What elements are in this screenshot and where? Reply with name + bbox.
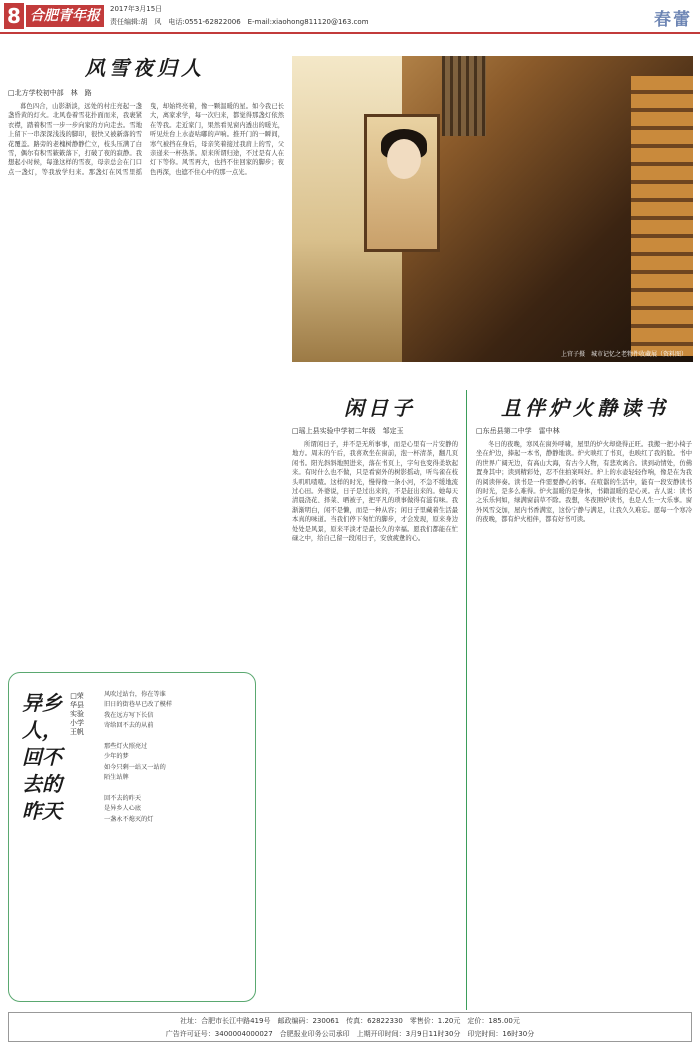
page-number: 8 [4,3,24,29]
article-title: 闲日子 [344,396,416,420]
newspaper-logo: 合肥青年报 [26,5,104,27]
section-name: 春蕾 [654,10,692,30]
poem-title: 异乡人，回不去的昨天 [22,691,62,823]
photo-scroll-stack [631,76,693,356]
column-divider [466,390,467,1010]
feature-photo [292,56,693,362]
issue-date: 2017年3月15日 [110,5,163,13]
page-header [0,0,700,34]
article-body: 所谓闲日子，并不是无所事事，而是心里有一片安静的地方。周末的午后，我喜欢坐在窗前，泡一杯清茶，翻几页闲书。阳光斜斜地照进来，落在书页上，字句也变得柔软起来。有时什么也不做，只是看窗外的树影摇动，听鸟雀在枝头叽叽喳喳。这样的时光，慢得像一条小河，不急不缓地流过心田。外婆说，日子是过出来的，不是赶出来的。她每天清晨浇花、择菜、晒被子，把平凡的琐事做得有滋有味。我渐渐明白，闲不是懒，而是一种从容；闲日子里藏着生活最本真的味道。当我们停下匆忙的脚步，才会发现，原来身边处处是风景，原来平淡才是最长久的幸福。愿我们都能在忙碌之中，给自己留一段闲日子，安放疲惫的心。 [292,441,458,543]
article-body: 暮色四合，山影渐淡，远处的村庄亮起一盏盏昏黄的灯火。北风卷着雪花扑面而来，我裹紧衣襟，踏着积雪一步一步向家的方向走去。雪地上留下一串深深浅浅的脚印，很快又被新落的雪花覆盖。路旁的老槐树静静伫立，枝头压满了白雪，偶尔有积雪簌簌落下，打破了夜的寂静。我想起小时候，每逢这样的雪夜，母亲总会在门口点一盏灯，等我放学归来。那盏灯在风雪里摇曳，却始终亮着，像一颗温暖的星。如今我已长大，离家求学，每一次归来，都觉得那盏灯依然在等我。走近家门，果然看见窗内透出的暖光，听见灶台上水壶咕嘟的声响。推开门的一瞬间，寒气被挡在身后，母亲笑着接过我肩上的雪，父亲递来一杯热茶。原来所谓归途，不过是有人在灯下等你。风雪再大，也挡不住回家的脚步；夜色再深，也遮不住心中的那一点光。 [8,103,284,176]
article-byline: □瑶上县实验中学初二年级 邹定玉 [292,427,404,435]
editor-contact: 责任编辑:胡 风 电话:0551-62822006 E-mail:xiaohong811120@163.com [110,18,369,26]
article-body: 冬日的夜晚，寒风在窗外呼啸，屋里的炉火却烧得正旺。我搬一把小椅子坐在炉边，捧起一本书，静静地读。炉火映红了书页，也映红了我的脸。书中的世界广阔无边，有高山大海，有古今人物，有悲欢离合。读到动情处，仿佛置身其中；读到精彩处，忍不住拍案叫好。炉上的水壶轻轻作响，像是在为我的阅读伴奏。读书是一件需要静心的事。在喧嚣的生活中，能有一段安静读书的时光，是多么难得。炉火温暖的是身体，书籍温暖的是心灵。古人说：读书之乐乐何如，绿满窗前草不除。我想，冬夜围炉读书，也是人生一大乐事。窗外风雪交加，屋内书香满室，这份宁静与满足，让我久久难忘。愿每一个寒冷的夜晚，都有炉火相伴，都有好书可读。 [476,441,692,524]
portrait-face [387,139,421,179]
footer-print-row: 广告许可证号：3400004000027 合肥报业印务公司承印 上期开印时间：3月9日11时30分 印完时间：16时30分 [165,1030,535,1038]
footer-address-row: 社址：合肥市长江中路419号 邮政编码：230061 传真：62822330 零售价：1.20元 定价：185.00元 [180,1017,520,1025]
photo-lattice-window [442,56,486,136]
article-byline: □东岳县第二中学 雷中林 [476,427,560,435]
photo-caption: 上官子摄 城市记忆之老物件收藏展（资料图） [560,351,687,358]
poem-text: 风吹过站台，你在等谁 旧日的街巷早已改了模样 我在远方写下长信 寄给回不去的从前 那些灯火照亮过 少年的梦 如今只剩一站又一站的 陌生站牌 回不去的昨天 是异乡人心底 一盏永不熄灭的灯 [104,691,173,823]
article-byline: □北方学校初中部 林 路 [8,89,92,97]
article-title: 风雪夜归人 [85,56,205,80]
page-footer [8,1012,692,1042]
poem-byline: □荣华县实验小学 王帆 [70,692,91,736]
article-title: 且伴炉火静读书 [501,396,669,420]
photo-vintage-portrait [364,114,440,252]
